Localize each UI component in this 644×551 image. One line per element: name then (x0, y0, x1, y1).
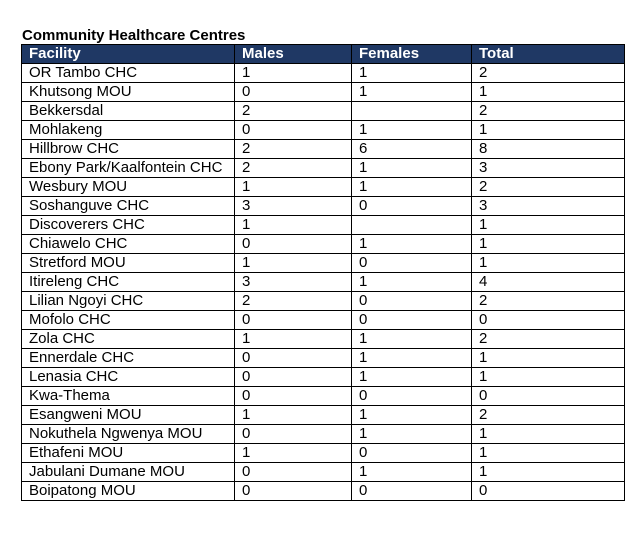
total-cell: 2 (472, 406, 625, 425)
facility-cell: Wesbury MOU (22, 178, 235, 197)
total-cell: 1 (472, 216, 625, 235)
males-cell: 0 (235, 311, 352, 330)
total-cell: 3 (472, 197, 625, 216)
total-cell: 1 (472, 235, 625, 254)
males-cell: 1 (235, 406, 352, 425)
facility-cell: Stretford MOU (22, 254, 235, 273)
total-cell: 4 (472, 273, 625, 292)
table-row (22, 273, 625, 292)
facility-cell: Mofolo CHC (22, 311, 235, 330)
total-cell: 8 (472, 140, 625, 159)
males-cell: 0 (235, 121, 352, 140)
table-row (22, 140, 625, 159)
facility-cell: Kwa-Thema (22, 387, 235, 406)
males-cell: 2 (235, 140, 352, 159)
header-row (22, 45, 625, 64)
males-cell: 1 (235, 254, 352, 273)
table-row (22, 235, 625, 254)
total-cell: 0 (472, 482, 625, 501)
facility-cell: Ebony Park/Kaalfontein CHC (22, 159, 235, 178)
total-cell: 1 (472, 254, 625, 273)
females-cell: 1 (352, 235, 472, 254)
facility-cell: OR Tambo CHC (22, 64, 235, 83)
facility-cell: Itireleng CHC (22, 273, 235, 292)
table-header (22, 45, 625, 64)
table-row (22, 159, 625, 178)
table-row (22, 406, 625, 425)
total-cell: 2 (472, 102, 625, 121)
header-females: Females (352, 45, 472, 64)
males-cell: 2 (235, 292, 352, 311)
table-row (22, 64, 625, 83)
header-males: Males (235, 45, 352, 64)
males-cell: 2 (235, 102, 352, 121)
facility-cell: Discoverers CHC (22, 216, 235, 235)
table-row (22, 311, 625, 330)
table-row (22, 444, 625, 463)
females-cell: 1 (352, 368, 472, 387)
table-row (22, 254, 625, 273)
total-cell: 1 (472, 83, 625, 102)
females-cell: 0 (352, 444, 472, 463)
females-cell (352, 102, 472, 121)
table-row (22, 121, 625, 140)
males-cell: 1 (235, 64, 352, 83)
males-cell: 2 (235, 159, 352, 178)
facility-cell: Nokuthela Ngwenya MOU (22, 425, 235, 444)
table-row (22, 178, 625, 197)
table-row (22, 102, 625, 121)
table-row (22, 463, 625, 482)
females-cell: 0 (352, 292, 472, 311)
females-cell: 0 (352, 482, 472, 501)
total-cell: 0 (472, 311, 625, 330)
total-cell: 1 (472, 368, 625, 387)
females-cell: 1 (352, 159, 472, 178)
males-cell: 1 (235, 444, 352, 463)
females-cell: 0 (352, 254, 472, 273)
males-cell: 0 (235, 387, 352, 406)
facility-cell: Zola CHC (22, 330, 235, 349)
facility-cell: Lenasia CHC (22, 368, 235, 387)
total-cell: 1 (472, 463, 625, 482)
females-cell: 6 (352, 140, 472, 159)
males-cell: 0 (235, 482, 352, 501)
females-cell: 1 (352, 64, 472, 83)
total-cell: 2 (472, 64, 625, 83)
females-cell: 1 (352, 121, 472, 140)
facility-cell: Khutsong MOU (22, 83, 235, 102)
facility-cell: Soshanguve CHC (22, 197, 235, 216)
table-caption: Community Healthcare Centres (22, 27, 246, 44)
table-row (22, 330, 625, 349)
total-cell: 0 (472, 387, 625, 406)
facility-cell: Boipatong MOU (22, 482, 235, 501)
males-cell: 0 (235, 425, 352, 444)
total-cell: 2 (472, 330, 625, 349)
facility-cell: Ethafeni MOU (22, 444, 235, 463)
females-cell: 1 (352, 425, 472, 444)
males-cell: 0 (235, 83, 352, 102)
table-body (22, 64, 625, 501)
table-row (22, 216, 625, 235)
facility-cell: Hillbrow CHC (22, 140, 235, 159)
females-cell: 1 (352, 463, 472, 482)
males-cell: 3 (235, 197, 352, 216)
males-cell: 0 (235, 463, 352, 482)
facility-cell: Chiawelo CHC (22, 235, 235, 254)
females-cell: 0 (352, 311, 472, 330)
females-cell (352, 216, 472, 235)
facility-cell: Esangweni MOU (22, 406, 235, 425)
table-row (22, 83, 625, 102)
table-row (22, 387, 625, 406)
males-cell: 0 (235, 235, 352, 254)
healthcare-centres-table (21, 44, 625, 501)
females-cell: 1 (352, 406, 472, 425)
table-row (22, 197, 625, 216)
males-cell: 0 (235, 368, 352, 387)
table-row (22, 482, 625, 501)
total-cell: 1 (472, 425, 625, 444)
total-cell: 1 (472, 444, 625, 463)
facility-cell: Ennerdale CHC (22, 349, 235, 368)
females-cell: 1 (352, 178, 472, 197)
table-row (22, 349, 625, 368)
females-cell: 1 (352, 330, 472, 349)
table-row (22, 368, 625, 387)
total-cell: 2 (472, 178, 625, 197)
females-cell: 1 (352, 273, 472, 292)
males-cell: 0 (235, 349, 352, 368)
males-cell: 1 (235, 178, 352, 197)
header-total: Total (472, 45, 625, 64)
males-cell: 1 (235, 216, 352, 235)
total-cell: 1 (472, 349, 625, 368)
facility-cell: Mohlakeng (22, 121, 235, 140)
females-cell: 1 (352, 83, 472, 102)
table-row (22, 425, 625, 444)
facility-cell: Jabulani Dumane MOU (22, 463, 235, 482)
males-cell: 1 (235, 330, 352, 349)
total-cell: 3 (472, 159, 625, 178)
header-facility: Facility (22, 45, 235, 64)
females-cell: 1 (352, 349, 472, 368)
facility-cell: Bekkersdal (22, 102, 235, 121)
females-cell: 0 (352, 197, 472, 216)
total-cell: 2 (472, 292, 625, 311)
males-cell: 3 (235, 273, 352, 292)
total-cell: 1 (472, 121, 625, 140)
table-row (22, 292, 625, 311)
facility-cell: Lilian Ngoyi CHC (22, 292, 235, 311)
females-cell: 0 (352, 387, 472, 406)
